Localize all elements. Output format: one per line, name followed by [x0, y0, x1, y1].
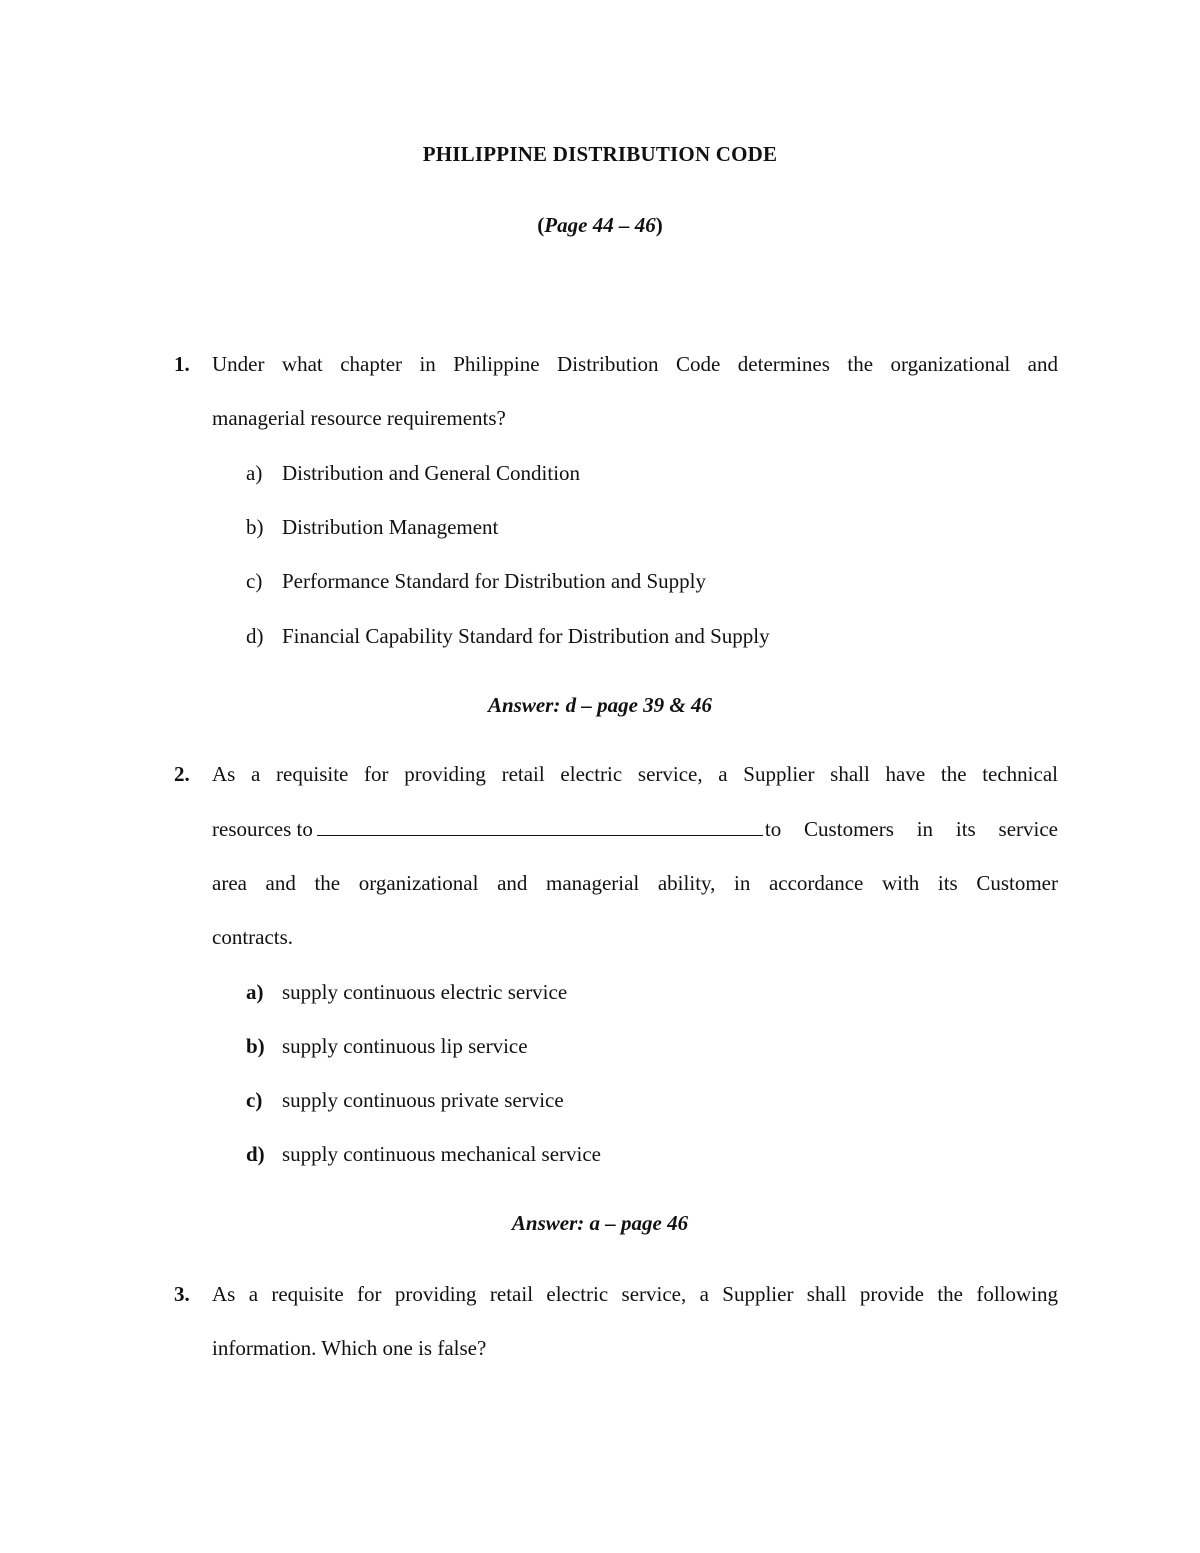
option-text: Performance Standard for Distribution and Supply [282, 569, 706, 593]
question-number: 1. [174, 352, 190, 376]
question-number: 3. [174, 1282, 190, 1306]
page-range-text: Page 44 – 46 [544, 213, 656, 237]
option-text: Distribution and General Condition [282, 461, 581, 485]
answer-blank [317, 817, 763, 836]
option-text: supply continuous mechanical service [282, 1142, 601, 1166]
question-number: 2. [174, 762, 190, 786]
option-letter: c) [246, 569, 263, 593]
question-text-line: contracts. [212, 925, 294, 949]
answer-line: Answer: d – page 39 & 46 [487, 693, 712, 717]
option-letter: b) [246, 1034, 265, 1058]
question-text-line: managerial resource requirements? [212, 406, 506, 430]
page-range-close: ) [655, 213, 663, 237]
option-letter: d) [246, 1142, 265, 1166]
option-letter: a) [246, 980, 264, 1004]
blank-line-before: resources to [212, 817, 313, 841]
question-blank-line [212, 817, 1058, 842]
question-text-line: As a requisite for providing retail electric service, a Supplier shall provide the following [212, 1282, 1058, 1306]
question-text-line: information. Which one is false? [212, 1336, 487, 1360]
option-text: supply continuous lip service [282, 1034, 528, 1058]
option-text: Distribution Management [282, 515, 499, 539]
question-text-line: Under what chapter in Philippine Distribution Code determines the organizational and [212, 352, 1058, 376]
answer-line: Answer: a – page 46 [511, 1211, 689, 1235]
option-letter: c) [246, 1088, 263, 1112]
option-text: Financial Capability Standard for Distribution and Supply [282, 624, 770, 648]
option-letter: a) [246, 461, 263, 485]
option-letter: d) [246, 624, 264, 648]
page-range [0, 213, 1200, 238]
option-letter: b) [246, 515, 264, 539]
page-range-open: ( [537, 213, 545, 237]
option-text: supply continuous electric service [282, 980, 568, 1004]
option-text: supply continuous private service [282, 1088, 564, 1112]
blank-line-after: to Customers in its service [764, 817, 1058, 841]
question-text-line: As a requisite for providing retail electric service, a Supplier shall have the technical [212, 762, 1058, 786]
document-title: PHILIPPINE DISTRIBUTION CODE [422, 142, 778, 166]
question-text-line: area and the organizational and managerial ability, in accordance with its Customer [212, 871, 1058, 895]
